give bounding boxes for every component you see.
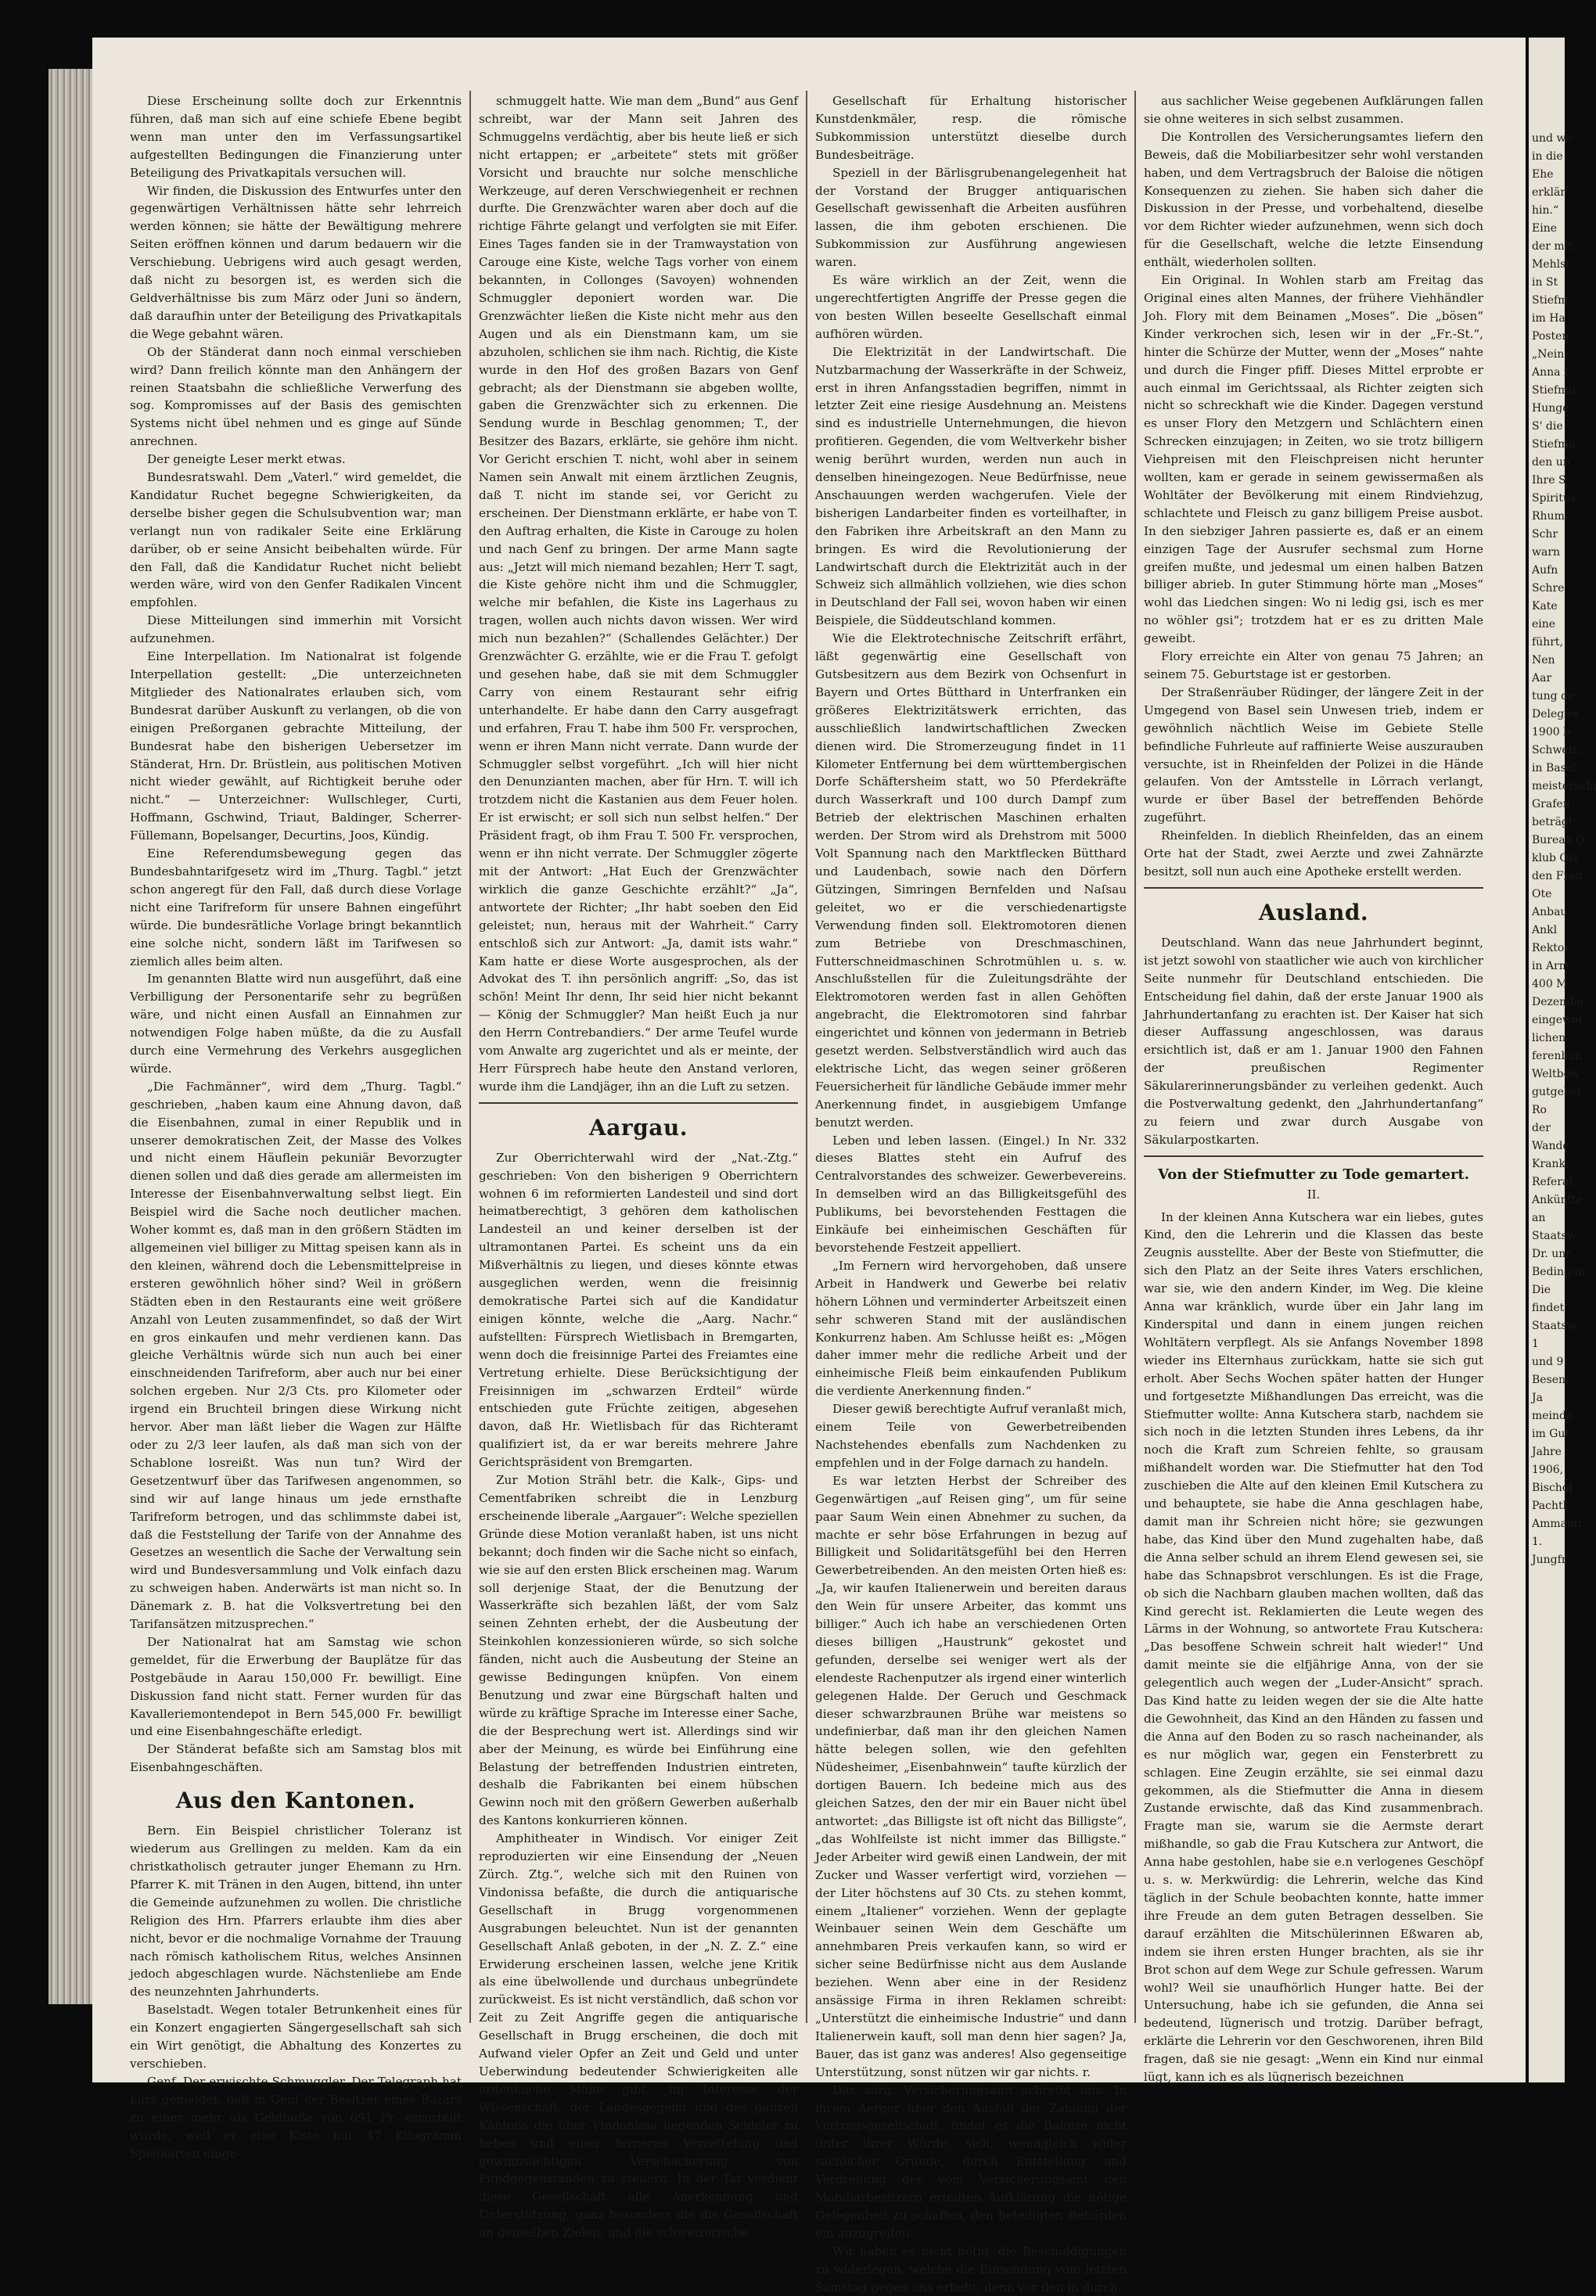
col1-paragraph: Bundesratswahl. Dem „Vaterl.“ wird gemeldet, die Kandidatur Ruchet begegne Schwierigkeiten, da derselbe bisher gegen die Schulsubvention war; man verlangt nun von radikaler Seite eine Erklärung darüber, ob er seine Ansicht beibehalten würde. Für den Fall, daß die Kandidatur Ruchet nicht beliebt werden wäre, wird von den Genfer Radikalen Vincent empfohlen. [130,470,462,610]
col1-paragraph: Ob der Ständerat dann noch einmal verschieben wird? Dann freilich könnte man den Anhängern der reinen Staatsbahn die schließliche Verwerfung des sog. Kompromisses auf der Basis des gemischten Systems nicht übel nehmen und es ginge auf Sünde anrechnen. [130,344,462,449]
adjacent-page-fragment-line: Aar [1532,672,1552,684]
adjacent-page-fragment-line: in St [1532,276,1558,289]
adjacent-page-fragment-line: Posten [1532,330,1569,343]
story-body [1144,1209,1483,2086]
adjacent-page-fragment-line: 1900 b [1532,726,1571,738]
adjacent-page-fragment-line: Dezembe [1532,996,1583,1008]
adjacent-page-fragment-line: Weltbew [1532,1068,1580,1080]
adjacent-page-fragment-line: Krank [1532,1158,1565,1170]
adjacent-page-fragment-line: Grafen [1532,798,1570,810]
col1-paragraph: Diese Erscheinung sollte doch zur Erkenntnis führen, daß man sich auf eine schiefe Ebene begibt wenn man unter den im Verfassungsartikel aufgestellten Bedingungen die Finanzierung unter Beteiligung des Privatkapitals versuchen will. [130,94,462,180]
adjacent-page-fragment-line: und we [1532,132,1573,145]
adjacent-page-fragment-line: klub Ost [1532,852,1579,864]
adjacent-page-text [1532,130,1596,2062]
adjacent-page-fragment-line: Stiefmu [1532,438,1576,451]
col1-paragraph: Diese Mitteilungen sind immerhin mit Vorsicht aufzunehmen. [130,613,462,646]
adjacent-page-fragment-line: Ihre S [1532,474,1566,487]
col4-paragraph: Die Kontrollen des Versicherungsamtes liefern den Beweis, daß die Mobiliarbesitzer sehr wohl verstanden haben, und dem Vertragsbruch der Baloise die nötigen Konsequenzen zu ziehen. Sie haben sich daher die Diskussion in der Presse, und vorbehaltend, dieselbe vor dem Richter wieder aufzunehmen, wenn sich doch für die Gesellschaft, welche die letzte Einsendung enthält, wiederholen sollten. [1144,129,1483,270]
adjacent-page-fragment-line: Rhum. [1532,510,1569,523]
col3-paragraph: Wir haben es nicht nötig, die Beschuldigungen zu widerlegen, welche die Einsendung vom letzten Samstag gegen uns erhebt, denn vor den in durch- [815,2244,1127,2294]
aargau-paragraph: Zur Oberrichterwahl wird der „Nat.-Ztg.“ geschrieben: Von den bisherigen 9 Oberrichtern wohnen 6 im reformierten Landesteil und sind dort heimatberechtigt, 3 gehören dem katholischen Landesteil an und keiner derselben ist der ultramontanen Partei. Es scheint uns da ein Mißverhältnis zu liegen, und dieses könnte etwas ausgeglichen werden, wenn die freisinnig demokratische Partei sich auf die Kandidatur einigen könnte, welche die „Aarg. Nachr.“ aufstellten: Fürsprech Wietlisbach in Bremgarten, wenn doch die freisinnige Partei des Freiamtes eine Vertretung erhielte. Diese Berücksichtigung der Freisinnigen im „schwarzen Erdteil“ würde entschieden gute Früchte zeitigen, abgesehen davon, daß Hr. Wietlisbach für das Richteramt qualifiziert ist, da er war bereits mehrere Jahre Gerichtspräsident von Bremgarten. [479,1150,798,1470]
ausland-body [1144,934,1483,1149]
col3-paragraph: Speziell in der Bärlisgrubenangelegenheit hat der Vorstand der Brugger antiquarischen Gesellschaft gewissenhaft die Arbeiten ausführen lassen, die ihm geboten erschienen. Die Subkommission zur Ausführung angewiesen waren. [815,165,1127,270]
adjacent-page-fragment [1529,38,1596,2082]
column-3-body [815,92,1127,2296]
kantone-paragraph: Bern. Ein Beispiel christlicher Toleranz ist wiederum aus Grellingen zu melden. Kam da ein christkatholisch getrauter junger Ehemann zu Hrn. Pfarrer K. mit Tränen in den Augen, bittend, ihn unter die Gemeinde aufzunehmen zu wollen. Die christliche Religion des Hrn. Pfarrers erlaubte ihm dies aber nicht, bevor er die nochmalige Vornahme der Trauung nach römisch katholischem Ritus, welches Ansinnen jedoch abgeschlagen wurde. Nächstenliebe am Ende des neunzehnten Jahrhunderts. [130,1824,462,2000]
adjacent-page-fragment-line: in Arm [1532,960,1570,972]
col1-paragraph: Der Ständerat befaßte sich am Samstag blos mit Eisenbahngeschäften. [130,1742,462,1775]
adjacent-page-fragment-line: Ja [1532,1392,1543,1404]
adjacent-page-fragment-line: der [1532,1122,1551,1134]
col4-paragraph: aus sachlicher Weise gegebenen Aufklärungen fallen sie ohne weiteres in sich selbst zusammen. [1144,94,1483,126]
adjacent-page-fragment-line: meinde [1532,1410,1573,1422]
col3-paragraph: Leben und leben lassen. (Eingel.) In Nr. 332 dieses Blattes steht ein Aufruf des Centralvorstandes des schweizer. Gewerbevereins. In demselben wird an das Billigkeitsgefühl des Publikums, bei bevorstehenden Festtagen die Einkäufe bei einheimischen Geschäften für bevorstehende Festzeit appelliert. [815,1133,1127,1255]
col3-paragraph: Das aarg. Versicherungsamt schreibt uns: In ihrem Aerger über den Ausfall der Zahlung der Vertragsgesellschaft, findet es die Baloise nicht unter ihrer Würde, sich, wenngleich wider sachlicher Gründe, durch Entstellung und Verdrehung der vom Versicherungsamt den Mobiliarbesitzern erteilten Aufklärung die nötige Gelegenheit zu schaffen, den beteiligten Behörden ein anzugreifen. [815,2082,1127,2240]
adjacent-page-fragment-line: Eine [1532,222,1557,235]
col3-paragraph: Es wäre wirklich an der Zeit, wenn die ungerechtfertigten Angriffe der Presse gegen die von besten Willen beseelte Gesellschaft einmal aufhören würden. [815,273,1127,341]
story-paragraph: In der kleinen Anna Kutschera war ein liebes, gutes Kind, den die Lehrerin und die Klassen das beste Zeugnis ausstellte. Aber der Beste von Stiefmutter, die sich den Platz an der Seite ihres Vaters erschlichen, war sie, wie den andern Kinder, im Weg. Die kleine Anna war kränklich, wurde über ein Jahr lang im Kinderspital und dann in einem jungen reichen Wohltätern verpflegt. Als sie Anfangs November 1898 wieder ins Elternhaus zurückkam, hatte sie sich gut erholt. Aber Sechs Wochen später hatten der Hunger und fortgesetzte Mißhandlungen Das erreicht, was die Stiefmutter wollte: Anna Kutschera starb, nachdem sie sich noch in die letzten Stunden ihres Lebens, da ihr noch die Kraft zum Schreien fehlte, so grausam mißhandelt worden war. Die Stiefmutter hat den Tod zuschieben die Alte auf den kleinen Emil Kutschera zu und behauptete, sie habe die Anna geschlagen habe, damit man ihr Schreien nicht höre; sie gezwungen habe, das Kind über den Mund zugehalten habe, daß die Anna selber schuld an ihrem Elend gewesen sei, sie habe das Schnapsbrot verschlungen. Es ist die Frage, ob sich die Nachbarn glauben machen wollten, daß das Kind gerecht ist. Reklamierten die Leute wegen des Lärms in der Wohnung, so antwortete Frau Kutschera: „Das besoffene Schwein schreit halt wieder!“ Und damit meinte sie die elfjährige Anna, von der sie gelegentlich auch wegen der „Luder-Ansicht“ sprach. Das Kind hatte zu leiden wegen der sie die Alte hatte die Gewohnheit, das Kind an den Händen zu fassen und die Anna auf den Boden zu so rasch nacheinander, als es nur möglich war, gegen ein Fensterbrett zu schlagen. Eine Zeugin erzählte, sie sei einmal dazu gekommen, als die Stiefmutter die Anna in diesem Zustande erwischte, daß das Kind zusammenbrach. Fragte man sie, warum sie die Aermste derart mißhandle, so gab die Frau Kutschera zur Antwort, die Anna habe gestohlen, habe sie e.n verlogenes Geschöpf u. s. w. Merkwürdig: die Lehrerin, welche das Kind täglich in der Schule beobachten konnte, hatte immer ihre Freude an dem guten Betragen desselben. Sie darauf erzählten die Mitschülerinnen Eßwaren ab, indem sie ihren ersten Hunger brachten, als sie ihr Brot schon auf dem Wege zur Schule gefressen. Warum wohl? Weil sie unaufhörlich Hunger hatte. Bei der Untersuchung, habe ich sie gefunden, die Anna sei bedeutend, lügnerisch und trotzig. Darüber befragt, erklärte die Lehrerin vor den Geschworenen, ihren Bild fragen, daß sie nie gesagt: „Wenn ein Kind nur einmal lügt, kann ich es als lügnerisch bezeichnen [1144,1209,1483,2085]
adjacent-page-fragment-line: an [1532,1212,1546,1224]
adjacent-page-fragment-line: lichen [1532,1032,1566,1044]
adjacent-page-fragment-line: beträgt [1532,816,1573,828]
aargau-paragraph: Amphitheater in Windisch. Vor einiger Zeit reproduzierten wir eine Einsendung der „Neuen Zürch. Ztg.“, welche sich mit den Ruinen von Vindonissa befaßte, die durch die antiquarische Gesellschaft in Brugg vorgenommenen Ausgrabungen beleuchtet. Nun ist der genannten Gesellschaft Anlaß geboten, in der „N. Z. Z.“ eine Erwiderung erscheinen lassen, welche jene Kritik als eine übelwollende und durchaus unbegründete zurückweist. Es ist nicht verständlich, daß schon vor Zeit zu Zeit Angriffe gegen die antiquarische Gesellschaft in Brugg erscheinen, die doch mit Aufwand vieler Opfer an Zeit und Geld und unter Ueberwindung bedeutender Schwierigkeiten alle erdenkliche Mühe gibt, im Interesse der Wissenschaft, der Landesgegend und des ganzen Kantons die über Vindonissa liegenden Schleier zu heben und einer ferneren Verzettelung und gewinnsüchtigen Verschacherung von Fundgegenständen zu steuern. In der Tat verdient diese Gesellschaft alle Anerkennung und Unterstützung, ganz besonders die die Gesellschaft an denselben Zielen, und die schweizerische [479,1831,798,2240]
adjacent-page-fragment-line: findet [1532,1302,1565,1314]
story-rule [1144,1155,1483,1157]
col4-paragraph: Ein Original. In Wohlen starb am Freitag das Original eines alten Mannes, der frühere Viehhändler Joh. Flory mit dem Beinamen „Moses“. Die „bösen“ Kinder verkrochen sich, lesen wir in der „Fr.-St.“, hinter die Schürze der Mutter, wenn der „Moses“ nahte und durch die Finger pfiff. Dieses Mittel erprobte er auch einmal im Gerichtssaal, als Richter zeigten sich nicht so schreckhaft wie die Kinder. Dagegen verstund es unser Flory den Metzgern und Schlächtern einen Schrecken einzujagen; in Zeiten, wo sie trotz billigern Viehpreisen mit den Fleischpreisen nicht herunter wollten, kam er gerade in seinem gewissermaßen als Wohltäter der Bevölkerung mit einem Rindviehzug, schlachtete und Fleisch zu ganz billigem Preise ausbot. In den siebziger Jahren passierte es, daß er an einem einzigen Tage der Ausrufer sechsmal zum Horne greifen mußte, und jedesmal um einen halben Batzen billiger abrieb. In guter Stimmung hörte man „Moses“ wohl das Liedchen singen: Wo ni ledig gsi, isch es mer no wöhler gsi“; trotzdem hat er es zu dritten Male geweibt. [1144,273,1483,646]
section-headline-aargau: Aargau. [589,1114,688,1141]
col1-paragraph: „Die Fachmänner“, wird dem „Thurg. Tagbl.“ geschrieben, „haben kaum eine Ahnung davon, daß die Eisenbahnen, zumal in einer Republik und in unserer demokratischen Zeit, der Masse des Volkes und nicht einem Häuflein pekuniär Bevorzugter dienen sollen und daß dies gerade am allermeisten im Interesse der Eisenbahnverwaltung selbst liegt. Ein Beispiel wird die Sache noch deutlicher machen. Woher kommt es, daß man in den größern Städten im allgemeinen viel billiger zu Mittag speisen kann als in den kleinen, während doch die Lebensmittelpreise in ersteren gewöhnlich höher sind? Weil in größern Städten eben in den Restaurants eine weit größere Anzahl von Leuten zusammenfindet, so daß der Wirt en gros einkaufen und mehr verdienen kann. Das gleiche Verhältnis würde sich nun auch bei einer einschneidenden Tarifreform, aber auch nur bei einer solchen ergeben. Nur 2/3 Cts. pro Kilometer oder irgend ein Bruchteil bringen diese Wirkung nicht hervor. Aber man läßt lieber die Wagen zur Hälfte oder zu 2/3 leer laufen, als daß man sich von der Schablone losreißt. Was nun tun? Wird der Gesetzentwurf über das Tarifwesen angenommen, so sind wir auf lange hinaus um jede ernsthafte Tarifreform betrogen, und das schlimmste dabei ist, daß die Feststellung der Tarife von der Annahme des Gesetzes an wesentlich die Sache der Verwaltung sein wird und Bundesversammlung und Volk einfach dazu zu schweigen haben. Anderwärts ist man nicht so. In Dänemark z. B. hat die Volksvertretung bei den Tarifansätzen mitzusprechen.“ [130,1079,462,1632]
ausland-rule [1144,887,1483,889]
column-4-body [1144,92,1483,881]
page-stack-edge [49,69,92,2004]
adjacent-page-fragment-line: in die [1532,150,1563,163]
column-1 [130,92,462,2161]
adjacent-page-fragment-line: meisterschi [1532,780,1596,792]
section-headline-ausland: Ausland. [1258,899,1369,925]
adjacent-page-fragment-line: Ote [1532,888,1552,900]
adjacent-page-fragment-line: Aufn [1532,564,1558,577]
adjacent-page-fragment-line: 400 M [1532,978,1568,990]
adjacent-page-fragment-line: Hunge [1532,402,1569,415]
adjacent-page-fragment-line: tung de [1532,690,1575,702]
adjacent-page-fragment-line: Bischof [1532,1482,1573,1494]
adjacent-page-fragment-line: Bedingun [1532,1266,1586,1278]
adjacent-page-fragment-line: Ro [1532,1104,1547,1116]
adjacent-page-fragment-line: „Nein, [1532,348,1568,361]
adjacent-page-fragment-line: und 9 [1532,1356,1564,1368]
adjacent-page-fragment-line: Ammann [1532,1518,1582,1530]
adjacent-page-fragment-line: im Gut [1532,1428,1570,1440]
story-title: Von der Stiefmutter zu Tode gemartert. [1157,1166,1470,1183]
column-2-section-body [479,1149,798,2242]
adjacent-page-fragment-line: ferenbun [1532,1050,1583,1062]
adjacent-page-fragment-line: Referat [1532,1176,1573,1188]
adjacent-page-fragment-line: Staatsw [1532,1230,1576,1242]
adjacent-page-fragment-line: eingewöl [1532,1014,1582,1026]
adjacent-page-fragment-line: Die [1532,1284,1551,1296]
section-rule [479,1102,798,1104]
col4-paragraph: Rheinfelden. In dieblich Rheinfelden, das an einem Orte hat der Stadt, zwei Aerzte und zwei Zahnärzte besitzt, soll nun auch eine Apotheke erstellt werden. [1144,828,1483,879]
kantone-paragraph: Baselstadt. Wegen totaler Betrunkenheit eines für ein Konzert engagierten Sängergesellschaft sah sich ein Wirt genötigt, die Abhaltung des Konzertes zu verschieben. [130,2003,462,2071]
column-2-body [479,92,798,1096]
adjacent-page-fragment-line: Ankl [1532,924,1558,936]
adjacent-page-fragment-line: im Ha [1532,312,1565,325]
col1-paragraph: Eine Interpellation. Im Nationalrat ist folgende Interpellation gestellt: „Die unterzeichneten Mitglieder des Nationalrates erlauben sich, vom Bundesrat darüber Auskunft zu verlangen, ob die von einigen Preßorganen gebrachte Mitteilung, der Bundesrat habe den bisherigen Uebersetzer im Ständerat, Hrn. Dr. Brüstlein, aus politischen Motiven nicht wieder gewählt, auf Richtigkeit beruhe oder nicht.“ — Unterzeichner: Wullschleger, Curti, Hoffmann, Gschwind, Triaut, Baldinger, Scherrer-Füllemann, Bopelsanger, Decurtins, Joos, Kündig. [130,649,462,843]
col3-paragraph: Wie die Elektrotechnische Zeitschrift erfährt, läßt gegenwärtig eine Gesellschaft von Gutsbesitzern aus dem Bezirk von Ochsenfurt in Bayern und Ortes Bütthard in Unterfranken ein größeres Elektrizitätswerk errichten, das ausschließlich landwirtschaftlichen Zwecken dienen wird. Die Stromerzeugung findet in 11 Kilometer Entfernung bei dem württembergischen Dorfe Schäftersheim statt, wo 50 Pferdekräfte durch Wasserkraft und 100 durch Dampf zum Betrieb der elektrischen Maschinen erhalten werden. Der Strom wird als Drehstrom mit 5000 Volt Spannung nach den Marktflecken Bütthard und Laudenbach, sowie nach den Dörfern Gützingen, Simringen Bernfelden und Naſsau geleitet, wo er die verschiedenartigste Verwendung finden soll. Elektromotoren dienen zum Betriebe von Dreschmaschinen, Futterschneidmaschinen Schrotmühlen u. s. w. Anschlußstellen für die Zuleitungsdrähte der Elektromotoren werden fast in allen Gehöften angebracht, die Elektromotoren sind fahrbar eingerichtet und können von jedermann in Betrieb gesetzt werden. Selbstverständlich wird auch das elektrische Licht, das wegen seiner größeren Feuersicherheit für ländliche Gebäude immer mehr Anerkennung findet, in ausgiebigem Umfange benutzt werden. [815,631,1127,1130]
adjacent-page-fragment-line: hin.“ [1532,204,1559,217]
col1-paragraph: Wir finden, die Diskussion des Entwurfes unter den gegenwärtigen Verhältnissen hätte sehr lehrreich werden können; sie hätte der Bewältigung mehrere Seiten eröffnen können und darum bedauern wir die Verschiebung. Uebrigens wird auch gesagt werden, daß nicht zu besorgen ist, es werden sich die Geldverhältnisse bis zum März oder Juni so ändern, daß daraufhin unter der Beteiligung des Privatkapitals die Wege gebahnt wären. [130,183,462,341]
adjacent-page-fragment-line: Stiefm [1532,294,1569,307]
adjacent-page-fragment-line: Ankünfte [1532,1194,1583,1206]
column-4 [1144,92,1483,2085]
col4-paragraph: Der Straßenräuber Rüdinger, der längere Zeit in der Umgegend von Basel sein Unwesen trieb, indem er gewöhnlich nächtlich Weise im Gebiete Stelle befindliche Fuhrleute auf raffinierte Weise auszurauben versuchte, ist in Rheinfelden der Polizei in die Hände gelaufen. Von der Amtsstelle in Lörrach verlangt, wurde er über Basel der betreffenden Behörde zugeführt. [1144,684,1483,825]
ausland-paragraph: Deutschland. Wann das neue Jahrhundert beginnt, ist jetzt sowohl von staatlicher wie auch von kirchlicher Seite nunmehr für Deutschland entschieden. Die Entscheidung fiel dahin, daß der erste Januar 1900 als Jahrhundertanfang zu erachten ist. Der Kaiser hat sich dieser Auffassung angeschlossen, was daraus ersichtlich ist, daß er am 1. Januar 1900 den Fahnen der preußischen Regimenter Säkularerinnerungsbänder zu verleihen gedenkt. Auch die Postverwaltung gedenkt, den „Jahrhundertanfang“ zu feiern und zwar durch Ausgabe von Säkularpostkarten. [1144,935,1483,1147]
column-rule-3 [1134,91,1136,2023]
kantone-paragraph: Genf. Der erwischte Schmuggler. Der Telegraph hat kurz gemeldet, daß in Genf der Besitzer eines Bazars zu einer mehr als Geldbuße von 691 Fr. verurteilt wurde, weil er eine Kiste mit 47 Kilogramm Spielkarten einge- [130,2074,462,2161]
adjacent-page-fragment-line: warn [1532,546,1561,559]
adjacent-page-fragment-line: Stiefmu [1532,384,1576,397]
adjacent-page-fragment-line: Pachtl [1532,1500,1567,1512]
col1-paragraph: Der Nationalrat hat am Samstag wie schon gemeldet, für die Erwerbung der Bauplätze für das Postgebäude in Aarau 150,000 Fr. bewilligt. Eine Diskussion fand nicht statt. Ferner wurden für das Kavalleriemontendepot in Bern 545,000 Fr. bewilligt und eine Eisenbahngeschäfte erledigt. [130,1634,462,1739]
col3-paragraph: Gesellschaft für Erhaltung historischer Kunstdenkmäler, resp. die römische Subkommission unterstützt dieselbe durch Bundesbeiträge. [815,94,1127,162]
adjacent-page-fragment-line: 1. [1532,1536,1543,1548]
col3-paragraph: Es war letzten Herbst der Schreiber des Gegenwärtigen „auf Reisen ging“, um für seine paar Saum Wein einen Abnehmer zu suchen, da machte er sehr böse Erfahrungen in bezug auf Billigkeit und Solidaritätsgefühl bei den Herren Gewerbetreibenden. An den meisten Orten hieß es: „Ja, wir kaufen Italienerwein und bereiten daraus den Wein für unsere Arbeiter, das kommt uns billiger.“ Auch ich habe an verschiedenen Orten dieses billigen „Haustrunk“ gekostet und gefunden, derselbe sei weniger wert als der elendeste Rachenputzer als irgend einer winterlich gelegenen Halde. Der Geruch und Geschmack dieser schwarzbraunen Brühe war meistens so undefinierbar, daß man ihr den gleichen Namen hätte belegen sollen, wie den gefehlten Nüdesheimer, „Eisenbahnwein“ taufte kürzlich der dortigen Bauern. Ich bedeine mich aus des gleichen Satzes, den der mir ein Bauer nicht übel antwortet: „das Billigste ist oft nicht das Billigste“, „das Wohlfeilste ist nicht immer das Billigste.“ Jeder Arbeiter wird gewiß einen Landwein, der mit Zucker und Wasser verfertigt wird, vorziehen — der Liter höchstens auf 30 Cts. zu stehen kommt, einem „Italiener“ vorziehen. Wenn der geplagte Weinbauer seinen Wein dem Geschäfte um annehmbaren Preis verkaufen kann, so wird er sicher seine Bedürfnisse nicht aus dem Auslande beziehen. Wenn aber eine in der Residenz ansässige Firma in ihren Reklamen schreibt: „Unterstützt die einheimische Industrie“ und dann Italienerwein kauft, soll man denn hier sagen? Ja, Bauer, das ist ganz was anderes! Also gegenseitige Unterstützung, sonst nützen wir gar nichts. r. [815,1473,1127,2079]
col1-paragraph: Im genannten Blatte wird nun ausgeführt, daß eine Verbilligung der Personentarife sehr zu begrüßen wäre, und nicht einen Ausfall an Einnahmen zur notwendigen Folge haben müßte, da die zu Ausfall durch eine Vermehrung des Verkehrs ausgeglichen würde. [130,972,462,1076]
adjacent-page-fragment-line: Delegier [1532,708,1580,720]
column-rule-2 [806,91,807,2023]
col4-paragraph: Flory erreichte ein Alter von genau 75 Jahren; an seinem 75. Geburtstage ist er gestorben. [1144,649,1483,681]
column-3 [815,92,1127,2294]
column-1-section-body [130,1822,462,2162]
adjacent-page-fragment-line: der mit [1532,240,1573,253]
adjacent-page-fragment-line: Bureau O [1532,834,1585,846]
adjacent-page-fragment-line: Schweiz, [1532,744,1582,756]
adjacent-page-fragment-line: in Basel [1532,762,1576,774]
column-1-body [130,92,462,1777]
section-headline-kantone: Aus den Kantonen. [175,1788,416,1814]
adjacent-page-fragment-line: Dr. unr [1532,1248,1572,1260]
adjacent-page-fragment-line: Staatsw [1532,1320,1576,1332]
adjacent-page-fragment-line: führt, [1532,636,1563,649]
adjacent-page-fragment-line: Kate [1532,600,1558,613]
adjacent-page-fragment-line: Nen [1532,654,1555,667]
adjacent-page-fragment-line: den Fran [1532,870,1583,882]
adjacent-page-fragment-line: Mehlsi [1532,258,1569,271]
adjacent-page-fragment-line: Jahre [1532,1446,1562,1458]
adjacent-page-fragment-line: 1906, [1532,1464,1564,1476]
column-2 [479,92,798,2240]
col3-paragraph: „Im Fernern wird hervorgehoben, daß unsere Arbeit in Handwerk und Gewerbe bei relativ höhern Löhnen und verminderter Arbeitszeit einen sehr schweren Stand mit der ausländischen Konkurrenz haben. Am Schlusse heißt es: „Mögen daher immer mehr die redliche Arbeit und der einheimische Fleiß beim einkaufenden Publikum die verdiente Anerkennung finden.“ [815,1258,1127,1399]
adjacent-page-fragment-line: erklär [1532,186,1565,199]
adjacent-page-fragment-line: Wande [1532,1140,1569,1152]
adjacent-page-fragment-line: 1 [1532,1338,1539,1350]
adjacent-page-fragment-line: Anna f [1532,366,1569,379]
adjacent-page-fragment-line: Schre [1532,582,1565,595]
adjacent-page-fragment-line: Anbau [1532,906,1568,918]
col2-paragraph: schmuggelt hatte. Wie man dem „Bund“ aus Genf schreibt, war der Mann seit Jahren des Schmuggelns verdächtig, aber bis heute ließ er sich nicht ertappen; er „arbeitete“ stets mit größer Vorsicht und brauchte nur solche menschliche Werkzeuge, auf deren Verschwiegenheit er rechnen durfte. Die Grenzwächter waren aber doch auf die richtige Fährte gelangt und verfolgten sie mit Eifer. Eines Tages fanden sie in der Tramwaystation von Carouge eine Kiste, welche Tags vorher von einem bekannten, in Collonges (Savoyen) wohnenden Schmuggler deponiert worden war. Die Grenzwächter ließen die Kiste nicht mehr aus den Augen und als ein Dienstmann kam, um sie abzuholen, schlichen sie ihm nach. Richtig, die Kiste wurde in den Hof des großen Bazars von Genf gebracht; als der Dienstmann sie abgeben wollte, gaben die Grenzwächter sich zu erkennen. Die Sendung wurde in Beschlag genommen; T., der Besitzer des Bazars, erklärte, sie gehöre ihm nicht. Vor Gericht erschien T. nicht, wohl aber in seinem Namen sein Anwalt mit einem ärztlichen Zeugnis, daß T. nicht im stande sei, vor Gericht zu erscheinen. Der Dienstmann erklärte, er habe von T. den Auftrag erhalten, die Kiste in Carouge zu holen und nach Genf zu bringen. Der arme Mann sagte aus: „Jetzt will mich niemand bezahlen; Herr T. sagt, die Kiste gehöre nicht ihm und die Schmuggler, welche mir befahlen, die Kiste ins Lagerhaus zu tragen, wollen auch nichts davon wissen. Wer wird mich nun bezahlen?“ (Schallendes Gelächter.) Der Grenzwächter G. erzählte, wie er die Frau T. gefolgt und gesehen habe, daß sie mit dem Schmuggler Carry von einem Restaurant sehr eifrig unterhandelte. Er habe dann den Carry ausgefragt und erfahren, Frau T. habe ihm 500 Fr. versprochen, wenn er ihren Mann nicht verrate. Dann wurde der Schmuggler selbst vorgeführt. „Ich will hier nicht den Denunzianten machen, aber für Hrn. T. will ich trotzdem nicht die Kastanien aus dem Feuer holen. Er ist erwischt; er soll sich nun selbst helfen.“ Der Präsident fragt, ob ihm Frau T. 500 Fr. versprochen, wenn er ihn nicht verrate. Der Schmuggler zögerte mit der Antwort: „Hat Euch der Grenzwächter wirklich die ganze Geschichte erzählt?“ „Ja“, antwortete der Richter; „Ihr habt soeben den Eid geleistet; nun, heraus mit der Wahrheit.“ Carry entschloß sich zur Antwort: „Ja, damit ists wahr.“ Kam hatte er diese Worte ausgesprochen, als der Advokat des T. ihn persönlich angriff: „So, das ist schön! Meint Ihr denn, Ihr seid hier nicht bekannt — König der Schmuggler? Man heißt Euch ja nur den Herrn Contrebandiers.“ Der arme Teufel wurde vom Anwalte arg zugerichtet und als er meinte, der Herr Fürsprech habe heute den Anstand verloren, wurde ihm die Landjäger, ihn an die Luft zu setzen. [479,94,798,1094]
adjacent-page-fragment-line: Jungfr [1532,1554,1567,1566]
col3-paragraph: Die Elektrizität in der Landwirtschaft. Die Nutzbarmachung der Wasserkräfte in der Schweiz, erst in ihren Anfangsstadien begriffen, nimmt in letzter Zeit eine riesige Ausdehnung an. Meistens sind es industrielle Unternehmungen, die hievon profitieren. Gegenden, die vom Weltverkehr bisher wenig berührt wurden, werden nun auch in denselben hineingezogen. Neue Bedürfnisse, neue Anschauungen werden wachgerufen. Viele der bisherigen Landarbeiter finden es vorteilhafter, in den Fabriken ihre Arbeitskraft an den Mann zu bringen. Es wird die Revolutionierung der Landwirtschaft durch die Elektrizität auch in der Schweiz sich allmählich vollziehen, wie dies schon in Deutschland der Fall sei, wovon haben wir einen Beispiele, die Süddeutschland kommen. [815,344,1127,628]
adjacent-page-fragment-line: eine [1532,618,1556,631]
story-number: II. [1307,1187,1321,1202]
adjacent-page-fragment-line: den un [1532,456,1570,469]
column-rule-1 [469,91,471,2023]
adjacent-page-fragment-line: S' die [1532,420,1563,433]
adjacent-page-fragment-line: gutgehei [1532,1086,1581,1098]
aargau-paragraph: Zur Motion Strähl betr. die Kalk-, Gips- und Cementfabriken schreibt die in Lenzburg erscheinende liberale „Aargauer“: Welche speziellen Gründe diese Motion veranlaßt haben, ist uns nicht bekannt; doch finden wir die Sache nicht so einfach, wie sie auf den ersten Blick erscheinen mag. Warum soll derjenige Staat, der die Benutzung der Wasserkräfte sich bezahlen läßt, der vom Salz seinen Zehnten erhebt, der die Ausbeutung der Steinkohlen konzessionieren würde, so sich solche fänden, nicht auch die Ausbeutung der Steine an gewisse Bedingungen knüpfen. Von einem Benutzung und zwar eine Bürgschaft halten und würde zu kräftige Sprache im Interesse einer Sache, die der Besprechung wert ist. Allerdings sind wir aber der Meinung, es würde bei Einführung eine Belastung der betreffenden Industrien eintreten, deshalb die Fabrikanten bei einem hübschen Gewinn noch mit den größern Gewerben außerhalb des Kantons konkurrieren können. [479,1473,798,1828]
col3-paragraph: Dieser gewiß berechtigte Aufruf veranlaßt mich, einem Teile von Gewerbetreibenden Nachstehendes ebenfalls zum Nachdenken zu empfehlen und in der Folge darnach zu handeln. [815,1402,1127,1470]
col1-paragraph: Der geneigte Leser merkt etwas. [147,452,346,467]
col1-paragraph: Eine Referendumsbewegung gegen das Bundesbahntarifgesetz wird im „Thurg. Tagbl.“ jetzt schon angeregt für den Fall, daß durch diese Vorlage nicht eine Tarifreform für unsere Bahnen eingeführt würde. Die bundesrätliche Vorlage bringt bekanntlich eine solche nicht, sondern läßt im Tarifwesen so ziemlich alles beim alten. [130,846,462,968]
adjacent-page-fragment-line: Besen [1532,1374,1566,1386]
adjacent-page-fragment-line: Spiritus [1532,492,1576,505]
adjacent-page-fragment-line: Rektor [1532,942,1570,954]
adjacent-page-fragment-line: Schr [1532,528,1558,541]
adjacent-page-fragment-line: Ehe [1532,168,1554,181]
